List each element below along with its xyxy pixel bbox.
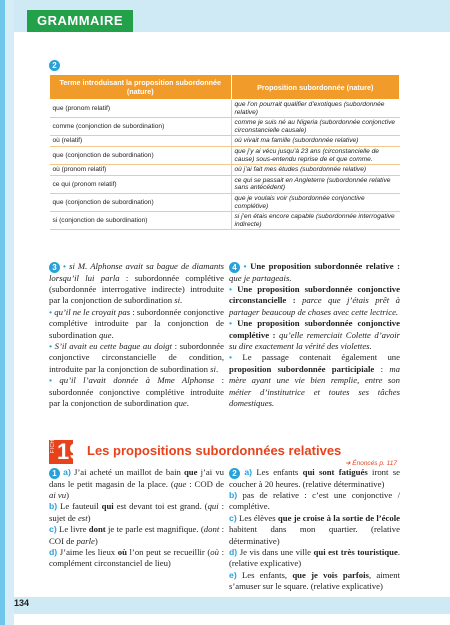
- quote: que: [173, 478, 187, 489]
- relative-pronoun: qui: [101, 501, 114, 512]
- table-cell-proposition: ce qui se passait en Angleterre (subordonnée relative sans antécédent): [231, 175, 400, 193]
- item-label: a): [63, 467, 71, 477]
- table-cell-term: que (conjonction de subordination): [50, 193, 232, 211]
- table-cell-proposition: où j’ai fait mes études (subordonnée relative): [231, 165, 400, 176]
- text: Les élèves: [236, 512, 278, 523]
- text: Les enfants,: [236, 569, 293, 580]
- text: : complément circonstanciel de lieu): [49, 546, 224, 569]
- exercise-4-item: [229, 318, 400, 352]
- quote: dont: [203, 524, 220, 535]
- table-row: [50, 146, 400, 164]
- item-label: a): [244, 467, 253, 477]
- table-cell-proposition: que l’on pourrait qualifier d’exotiques (subordonnée relative): [231, 100, 400, 118]
- explanation: : subordonnée complétive (subordonnée interrogative indirecte) introduite par la conjonction de subordination: [49, 272, 224, 306]
- table-row: [50, 136, 400, 147]
- bullet-icon: •: [229, 283, 233, 294]
- exercise-3-item: [49, 261, 224, 307]
- explanation: : subordonnée conjonctive complétive introduite par la conjonction de subordination: [49, 306, 224, 340]
- relative-clause: qui est très touristique: [313, 546, 398, 557]
- item-label: d): [229, 546, 238, 557]
- text: :: [374, 363, 390, 374]
- text: Le livre: [56, 524, 89, 535]
- punct: .: [186, 397, 189, 408]
- quote: qui: [207, 501, 219, 512]
- table-row: [50, 193, 400, 211]
- conjunction: que: [174, 397, 187, 408]
- exercise-number-2b: 2: [229, 468, 240, 479]
- item-label: b): [49, 501, 58, 512]
- text: : sujet de: [49, 501, 224, 523]
- text: ): [94, 535, 98, 546]
- text: habitent dans mon quartier. (relative déterminative): [229, 524, 400, 546]
- text: ): [66, 489, 70, 500]
- text: iront se coucher à 20 heures. (relative déterminative): [229, 467, 400, 489]
- punct: .: [180, 295, 183, 306]
- table-cell-term: que (conjonction de subordination): [50, 146, 232, 164]
- text: pas de relative : c’est une conjonctive / complétive.: [229, 489, 400, 512]
- table-row: [50, 212, 400, 230]
- text: J’ai acheté un maillot de bain: [70, 467, 184, 477]
- table-row: [50, 118, 400, 136]
- text: J’aime les lieux: [57, 546, 118, 557]
- exercise-1-item-c: [49, 524, 224, 547]
- explanation: : subordonnée conjonctive circonstancielle de condition, introduite par la conjonction de subordination: [49, 340, 224, 374]
- item-label: c): [229, 512, 237, 523]
- exercise-number-1: 1: [49, 468, 60, 479]
- exercise-4-item: [229, 261, 400, 284]
- item-label: e): [229, 569, 237, 580]
- text: j’ai vu dans le petit magasin de la place. (: [49, 467, 225, 489]
- bullet-icon: •: [49, 340, 53, 351]
- conjunction: si: [210, 363, 216, 374]
- text: , aiment s’amuser sur le square. (relative explicative): [229, 569, 401, 592]
- item-label: d): [49, 546, 58, 557]
- item-label: b): [229, 489, 238, 500]
- exercise-2b-item-d: [229, 547, 400, 570]
- relative-pronoun: dont: [88, 524, 106, 535]
- table-cell-term: où (pronom relatif): [50, 165, 232, 176]
- exercise-1-item-a: [49, 467, 224, 501]
- exercise-4-item: [229, 352, 400, 409]
- text: Les enfants: [252, 467, 303, 477]
- fiche-label: FICHE: [50, 435, 56, 453]
- text: : COD de: [186, 478, 224, 489]
- exercise-number-4: 4: [229, 262, 240, 273]
- exercise-4-item: [229, 284, 400, 318]
- quote: parle: [76, 535, 95, 546]
- bullet-icon: •: [229, 318, 233, 329]
- quote: si M. Alphonse avait sa bague de diamants lorsqu’il lui parla: [49, 261, 225, 283]
- conjunction: que: [98, 329, 112, 340]
- table-cell-term: comme (conjonction de subordination): [50, 118, 232, 136]
- text: . (relative explicative): [229, 546, 400, 569]
- exercise-1-answers: [49, 467, 224, 570]
- section-tab: GRAMMAIRE: [27, 10, 133, 32]
- exercise-1-item-b: [49, 501, 224, 524]
- explanation: : subordonnée conjonctive complétive introduite par la conjonction de subordination: [49, 375, 225, 408]
- term: Une proposition subordonnée conjonctive circonstancielle :: [229, 283, 401, 306]
- quote: qu’elle remerciait Colette d’avoir su dire exactement la vérité des violettes.: [229, 329, 400, 351]
- quote: qu’il l’avait donnée à Mme Alphonse: [59, 375, 215, 386]
- quote: est: [77, 512, 88, 523]
- exercise-3-item: [49, 341, 224, 375]
- quote: ma mère ayant une vie bien remplie, entre son métier d’institutrice et toutes ses tâches domestiques.: [229, 363, 400, 408]
- exercise-2b-item-a: [229, 467, 400, 490]
- quote: parce que j’étais prêt à partager beaucoup de choses avec cette lectrice.: [229, 295, 400, 317]
- table-header-term: Terme introduisant la proposition subordonnée (nature): [50, 75, 232, 100]
- text: Le passage contenait également une: [242, 352, 400, 363]
- text: je te parle est magnifique. (: [105, 524, 204, 535]
- exercise-2b-item-e: [229, 570, 400, 593]
- table-cell-proposition: que je voulais voir (subordonnée conjonctive complétive): [231, 193, 400, 211]
- quote: S’il avait eu cette bague au doigt: [54, 340, 172, 351]
- exercise-3-answers: [49, 261, 224, 409]
- text: Je vis dans une ville: [237, 546, 314, 557]
- exercise-2b-item-c: [229, 513, 400, 547]
- text: Le fauteuil: [57, 501, 102, 512]
- exercise-2b-answers: [229, 467, 400, 593]
- bullet-icon: •: [63, 261, 67, 271]
- table-row: [50, 100, 400, 118]
- exercise-2b-item-b: [229, 490, 400, 513]
- quote: où: [210, 546, 219, 557]
- exercise-3-item: [49, 375, 224, 409]
- term: Une proposition subordonnée relative :: [250, 261, 401, 271]
- relative-pronoun: que: [183, 467, 198, 477]
- bullet-icon: •: [243, 261, 247, 271]
- relative-clause: que je vois parfois: [292, 569, 369, 580]
- exercise-3-item: [49, 307, 224, 341]
- exercise-number-3: 3: [49, 262, 60, 273]
- text: ): [87, 512, 91, 523]
- side-accent-strip: [0, 0, 5, 625]
- fiche-title: Les propositions subordonnées relatives: [87, 443, 342, 458]
- relative-pronoun: où: [117, 546, 127, 557]
- exercise-1-item-d: [49, 547, 224, 570]
- punct: .: [111, 329, 114, 340]
- term: proposition subordonnée participiale: [229, 363, 375, 374]
- table-cell-term: que (pronom relatif): [50, 100, 232, 118]
- quote: que je partageais.: [229, 272, 292, 283]
- exercise-4-answers: [229, 261, 400, 409]
- subordinate-table: [49, 74, 400, 230]
- table-cell-proposition: si j’en étais encore capable (subordonnée interrogative indirecte): [231, 212, 400, 230]
- text: est devant toi est grand. (: [113, 501, 208, 512]
- term: Une proposition subordonnée conjonctive complétive :: [229, 318, 401, 340]
- bullet-icon: •: [49, 306, 53, 317]
- table-cell-proposition: comme je suis né au Nigeria (subordonnée conjonctive circonstancielle causale): [231, 118, 400, 136]
- bullet-icon: •: [229, 352, 233, 363]
- table-header-proposition: Proposition subordonnée (nature): [231, 75, 400, 100]
- table-row: [50, 165, 400, 176]
- bullet-icon: •: [49, 375, 53, 386]
- table-row: [50, 175, 400, 193]
- table-cell-term: ce qui (pronom relatif): [50, 175, 232, 193]
- quote: qu’il ne le croyait pas: [54, 306, 131, 317]
- text: l’on peut se recueillir (: [126, 546, 211, 557]
- text: : COI de: [49, 524, 224, 546]
- table-cell-term: où (relatif): [50, 136, 232, 147]
- relative-clause: qui sont fatigués: [302, 467, 368, 477]
- table-cell-proposition: que j’y ai vécu jusqu’à 23 ans (circonstancielle de cause) sous-entendu reprise de et que comme.: [231, 146, 400, 164]
- exercise-number-2: 2: [49, 60, 60, 71]
- item-label: c): [49, 524, 57, 535]
- table-cell-proposition: où vivait ma famille (subordonnée relative): [231, 136, 400, 147]
- enonces-reference: ➜ Énoncés p. 117: [345, 460, 397, 467]
- fiche-number: 19: [57, 439, 82, 464]
- table-cell-term: si (conjonction de subordination): [50, 212, 232, 230]
- relative-clause: que je croise à la sortie de l’école: [277, 512, 401, 523]
- conjunction: si: [174, 295, 181, 306]
- footer-band: [14, 597, 450, 614]
- quote: ai vu: [49, 489, 67, 500]
- punct: .: [215, 363, 219, 374]
- page-number: 134: [14, 598, 30, 608]
